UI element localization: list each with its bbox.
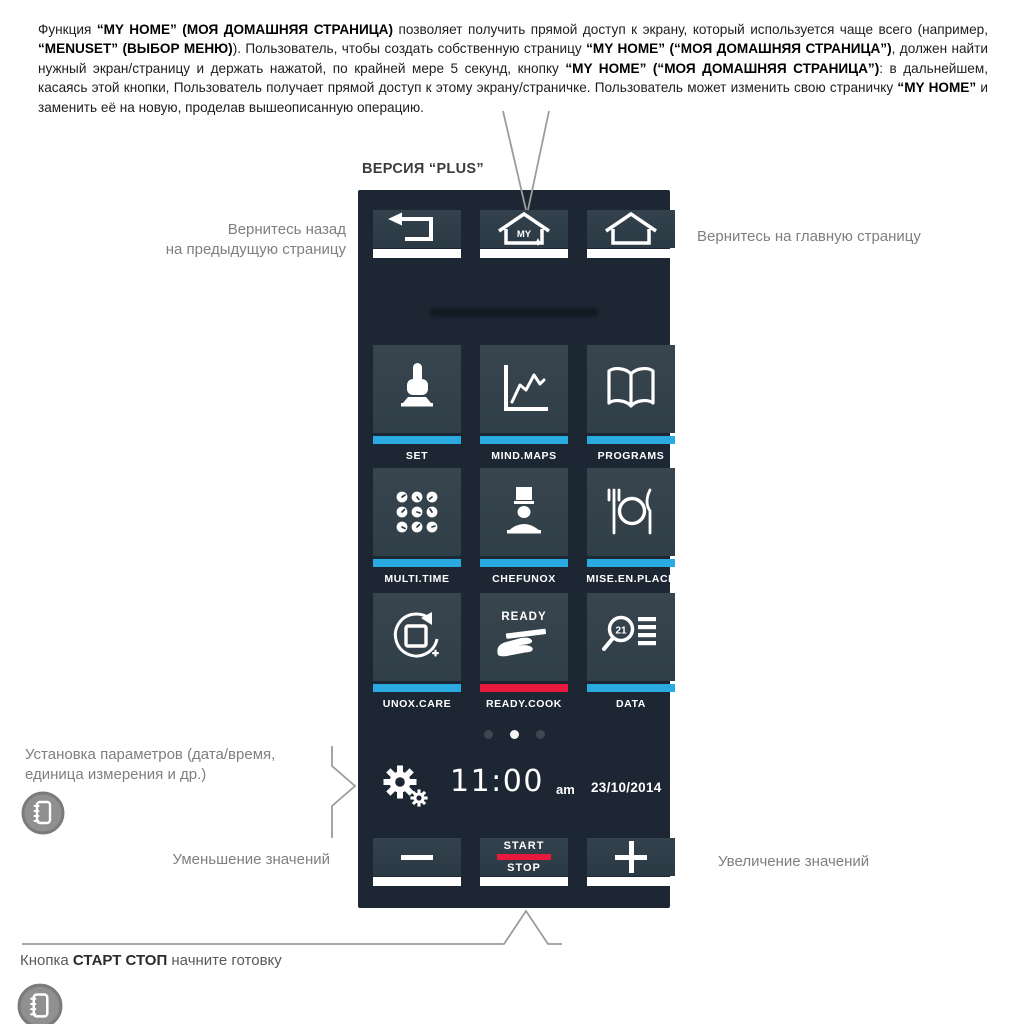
callout-settings-bracket bbox=[332, 746, 355, 838]
my-home-label: MY bbox=[516, 229, 532, 240]
gear-icon bbox=[380, 760, 430, 808]
stop-label: STOP bbox=[507, 862, 541, 874]
return-arrow-icon bbox=[385, 212, 449, 246]
tile-label: DATA bbox=[615, 698, 646, 710]
annotation-decrease: Уменьшение значений bbox=[172, 851, 330, 868]
home-button-underline bbox=[587, 249, 675, 258]
tile-set[interactable] bbox=[373, 345, 461, 462]
ready-label: READY bbox=[501, 611, 547, 623]
tile-underline bbox=[480, 436, 568, 444]
tile-label: CHEFUNOX bbox=[492, 573, 556, 585]
tile-label: READY.COOK bbox=[485, 698, 562, 710]
tile-unox-care[interactable] bbox=[373, 593, 461, 710]
tile-underline bbox=[587, 559, 675, 567]
tile-mind-maps[interactable] bbox=[480, 345, 568, 462]
annotation-start-stop: Кнопка СТАРТ СТОП начните готовку bbox=[20, 952, 282, 969]
annotation-settings: Установка параметров (дата/время, единица измерения и др.) bbox=[25, 746, 276, 783]
faint-text-smudge bbox=[430, 308, 598, 317]
annotation-back: Вернитесь назад на предыдущую страницу bbox=[165, 221, 346, 258]
pagination-dot[interactable] bbox=[484, 730, 493, 739]
my-home-button[interactable] bbox=[480, 210, 568, 258]
tile-label: PROGRAMS bbox=[597, 450, 665, 462]
tile-label: UNOX.CARE bbox=[382, 698, 452, 710]
date-display: 23/10/2014 bbox=[591, 780, 662, 795]
my-home-house-icon bbox=[492, 211, 556, 247]
settings-button[interactable] bbox=[380, 760, 430, 813]
annotation-home: Вернитесь на главную страницу bbox=[697, 228, 921, 245]
start-stop-button-underline bbox=[480, 877, 568, 886]
magnifier-digits: 21 bbox=[615, 625, 627, 637]
tile-multi-time[interactable] bbox=[373, 468, 461, 585]
pagination-dots bbox=[358, 730, 670, 739]
manual-note-icon bbox=[20, 790, 66, 841]
tile-underline bbox=[480, 684, 568, 692]
back-button[interactable] bbox=[373, 210, 461, 258]
plate-cutlery-icon bbox=[599, 484, 663, 540]
tile-mise-en-place[interactable] bbox=[586, 468, 676, 585]
tile-underline bbox=[373, 559, 461, 567]
tile-ready-cook[interactable] bbox=[480, 593, 568, 710]
manual-note-icon bbox=[16, 982, 64, 1024]
callout-startstop-line bbox=[22, 911, 562, 944]
hand-tray-icon bbox=[489, 607, 559, 667]
tile-chefunox[interactable] bbox=[480, 468, 568, 585]
annotation-increase: Увеличение значений bbox=[718, 853, 870, 870]
pagination-dot[interactable] bbox=[536, 730, 545, 739]
tile-label: SET bbox=[405, 450, 429, 462]
clock-time: 11:00 bbox=[450, 764, 544, 799]
tile-underline bbox=[373, 684, 461, 692]
multi-clock-grid-icon bbox=[385, 484, 449, 540]
start-stop-red-bar bbox=[497, 854, 551, 860]
tile-underline bbox=[480, 559, 568, 567]
tile-underline bbox=[587, 684, 675, 692]
tile-underline bbox=[587, 436, 675, 444]
my-home-button-underline bbox=[480, 249, 568, 258]
start-label: START bbox=[503, 840, 545, 852]
tile-programs[interactable] bbox=[587, 345, 675, 462]
increase-button-underline bbox=[587, 877, 675, 886]
tile-label: MIND.MAPS bbox=[491, 450, 557, 462]
rotate-square-icon bbox=[385, 609, 449, 665]
decrease-button[interactable] bbox=[373, 838, 461, 886]
plus-icon bbox=[615, 841, 647, 873]
tile-underline bbox=[373, 436, 461, 444]
decrease-button-underline bbox=[373, 877, 461, 886]
open-book-icon bbox=[599, 361, 663, 417]
minus-icon bbox=[401, 855, 433, 860]
chef-hat-icon bbox=[492, 484, 556, 540]
version-label: ВЕРСИЯ “PLUS” bbox=[362, 161, 484, 177]
start-stop-button[interactable] bbox=[480, 838, 568, 886]
finger-press-icon bbox=[385, 361, 449, 417]
increase-button[interactable] bbox=[587, 838, 675, 886]
home-house-icon bbox=[599, 211, 663, 247]
tile-label: MISE.EN.PLACE bbox=[586, 573, 676, 585]
intro-paragraph: Функция “MY HOME” (МОЯ ДОМАШНЯЯ СТРАНИЦА) позволяет получить прямой доступ к экрану, который используется чаще всего (например, “MENUSET” (ВЫБОР МЕНЮ)). Пользователь, чтобы создать собственную страницу “MY HOME” (“МОЯ ДОМАШНЯЯ СТРАНИЦА”), должен найти нужный экран/страницу и держать нажатой, по крайней мере 5 секунд, кнопку “MY HOME” (“МОЯ ДОМАШНЯЯ СТРАНИЦА”): в дальнейшем, касаясь этой кнопки, Пользователь получает прямой доступ к этому экрану/страничке. Пользователь может изменить свою страничку “MY HOME” и заменить её на новую, проделав вышеописанную операцию. bbox=[38, 21, 988, 115]
oven-touchscreen-panel bbox=[358, 190, 676, 908]
clock-meridiem: am bbox=[556, 782, 575, 797]
back-button-underline bbox=[373, 249, 461, 258]
home-button[interactable] bbox=[587, 210, 675, 258]
pagination-dot[interactable] bbox=[510, 730, 519, 739]
magnifier-list-icon bbox=[599, 609, 663, 665]
tile-label: MULTI.TIME bbox=[384, 573, 450, 585]
tile-data[interactable] bbox=[587, 593, 675, 710]
line-chart-icon bbox=[492, 361, 556, 417]
